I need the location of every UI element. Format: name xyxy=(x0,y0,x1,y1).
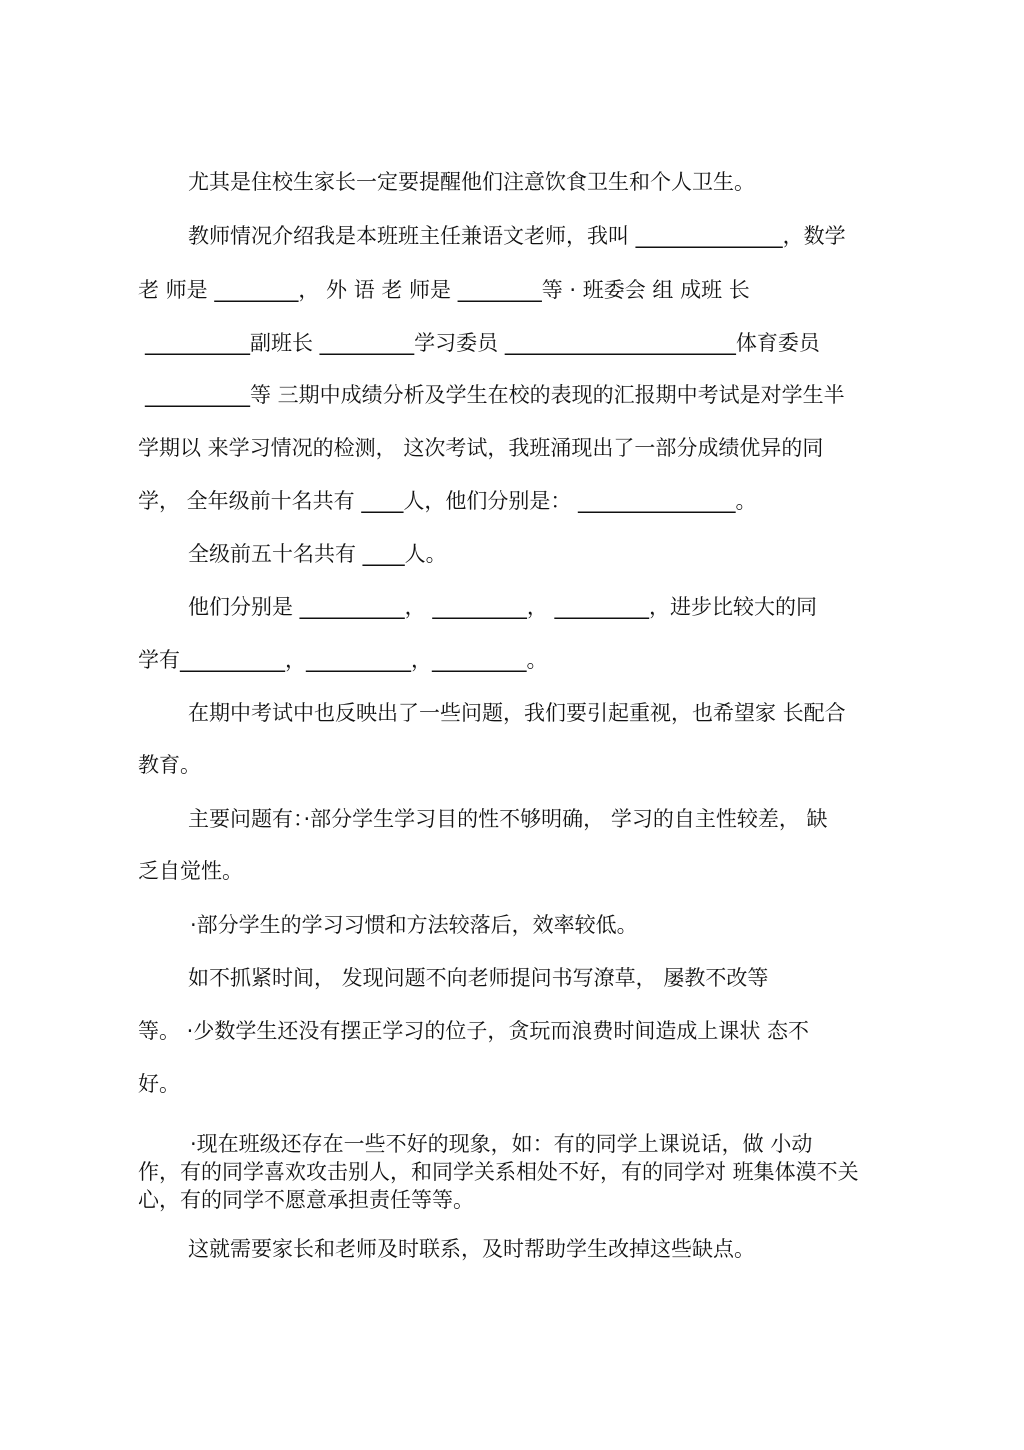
text-line: 这就需要家长和老师及时联系，及时帮助学生改掉这些缺点。 xyxy=(188,1237,755,1261)
text-line: 全级前五十名共有 ____人。 xyxy=(188,542,447,566)
text-line: 学期以 来学习情况的检测， 这次考试，我班涌现出了一部分成绩优异的同 xyxy=(138,436,824,460)
text-line: ·现在班级还存在一些不好的现象，如：有的同学上课说话，做 小动 xyxy=(190,1132,813,1156)
text-line: 乏自觉性。 xyxy=(138,859,243,883)
text-line: 老 师是 ________， 外 语 老 师是 ________等 · 班委会 组 成班 长 xyxy=(138,278,750,302)
text-line: __________等 三期中成绩分析及学生在校的表现的汇报期中考试是对学生半 xyxy=(145,383,845,407)
text-line: ·部分学生的学习习惯和方法较落后，效率较低。 xyxy=(190,913,638,937)
text-line: 心，有的同学不愿意承担责任等等。 xyxy=(138,1188,474,1212)
text-line: 作，有的同学喜欢攻击别人，和同学关系相处不好，有的同学对 班集体漠不关 xyxy=(138,1160,859,1184)
text-line: 等。 ·少数学生还没有摆正学习的位子，贪玩而浪费时间造成上课状 态不 xyxy=(138,1019,810,1043)
text-line: 如不抓紧时间， 发现问题不向老师提问书写潦草， 屡教不改等 xyxy=(188,966,769,990)
text-line: 他们分别是 __________， _________， _________，进步比较大的同 xyxy=(188,595,818,619)
text-line: 在期中考试中也反映出了一些问题，我们要引起重视，也希望家 长配合 xyxy=(188,701,846,725)
text-line: 尤其是住校生家长一定要提醒他们注意饮食卫生和个人卫生。 xyxy=(188,170,755,194)
text-line: 教育。 xyxy=(138,753,201,777)
text-line: 主要问题有：·部分学生学习目的性不够明确， 学习的自主性较差， 缺 xyxy=(188,807,828,831)
text-line: 学， 全年级前十名共有 ____人，他们分别是： _______________。 xyxy=(138,489,757,513)
text-line: 教师情况介绍我是本班班主任兼语文老师，我叫 ______________，数学 xyxy=(188,224,846,248)
text-line: __________副班长 _________学习委员 ______________________体育委员 xyxy=(145,331,820,355)
text-line: 好。 xyxy=(138,1072,180,1096)
text-line: 学有__________，__________，_________。 xyxy=(138,648,548,672)
